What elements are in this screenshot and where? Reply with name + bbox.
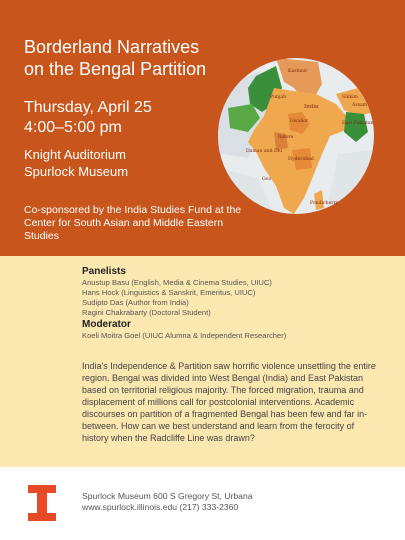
event-datetime xyxy=(24,98,152,138)
event-venue: Knight Auditorium xyxy=(24,147,126,162)
speaker-list xyxy=(82,266,387,341)
bengal-partition-map xyxy=(218,58,374,214)
map-label-goa: Goa xyxy=(262,177,272,182)
map-label-gwalior: Gwalior xyxy=(290,119,309,124)
map-label-east-pakistan: East Pakistan xyxy=(342,121,374,126)
cosponsor-text: Co-sponsored by the India Studies Fund at the Center for South Asian and Middle Eastern Studies xyxy=(24,204,242,242)
map-label-daman-diu: Daman and Diu xyxy=(246,149,283,154)
illinois-i-logo xyxy=(28,485,56,521)
panelists-heading: Panelists xyxy=(82,266,126,277)
map-label-sikkim: Sikkim xyxy=(342,95,359,100)
map-label-pondicherry: Pondicherry xyxy=(310,201,339,206)
footer-web-phone: www.spurlock.illinois.edu (217) 333-2360 xyxy=(82,502,239,512)
map-label-kashmir: Kashmir xyxy=(288,69,308,74)
footer-contact xyxy=(82,491,253,513)
footer-address: Spurlock Museum 600 S Gregory St, Urbana xyxy=(82,491,253,501)
event-time: 4:00–5:00 pm xyxy=(24,119,122,136)
footer xyxy=(0,467,405,540)
event-description: India's Independence & Partition saw horrific violence unsettling the entire region. Bengal was divided into West Bengal (India) and East Pakistan based on territorial religious majority. The forced migration, trauma and displacement of millions call for postcolonial interventions. Academic discourses on partition of a fragmented Bengal has been few and far in-between. How can we best understand and learn from the ferocity of history when the Radcliffe Line was drawn? xyxy=(82,361,376,443)
event-location xyxy=(24,146,224,180)
map-label-punjab: Punjab xyxy=(270,95,287,100)
panelist-item: Hans Hock (Linguistics & Sanskrit, Emeritus, UIUC) xyxy=(82,288,256,297)
moderator-heading: Moderator xyxy=(82,319,131,330)
panelist-item: Anustup Basu (English, Media & Cinema Studies, UIUC) xyxy=(82,278,272,287)
map-label-india: India xyxy=(304,104,319,110)
moderator-name: Koeli Moitra Goel (UIUC Alumna & Independent Researcher) xyxy=(82,331,287,340)
panelist-item: Sudipto Das (Author from India) xyxy=(82,298,189,307)
header-band xyxy=(0,0,405,256)
panelist-item: Ragini Chakrabarty (Doctoral Student) xyxy=(82,308,211,317)
event-date: Thursday, April 25 xyxy=(24,99,152,116)
event-museum: Spurlock Museum xyxy=(24,164,129,179)
event-title-line2: on the Bengal Partition xyxy=(24,59,207,79)
event-title-line1: Borderland Narratives xyxy=(24,37,200,57)
map-label-hyderabad: Hyderabad xyxy=(288,157,314,162)
map-label-indore: Indore xyxy=(278,135,294,140)
content-band xyxy=(0,256,405,467)
event-title xyxy=(24,36,264,80)
map-label-assam: Assam xyxy=(352,103,368,108)
